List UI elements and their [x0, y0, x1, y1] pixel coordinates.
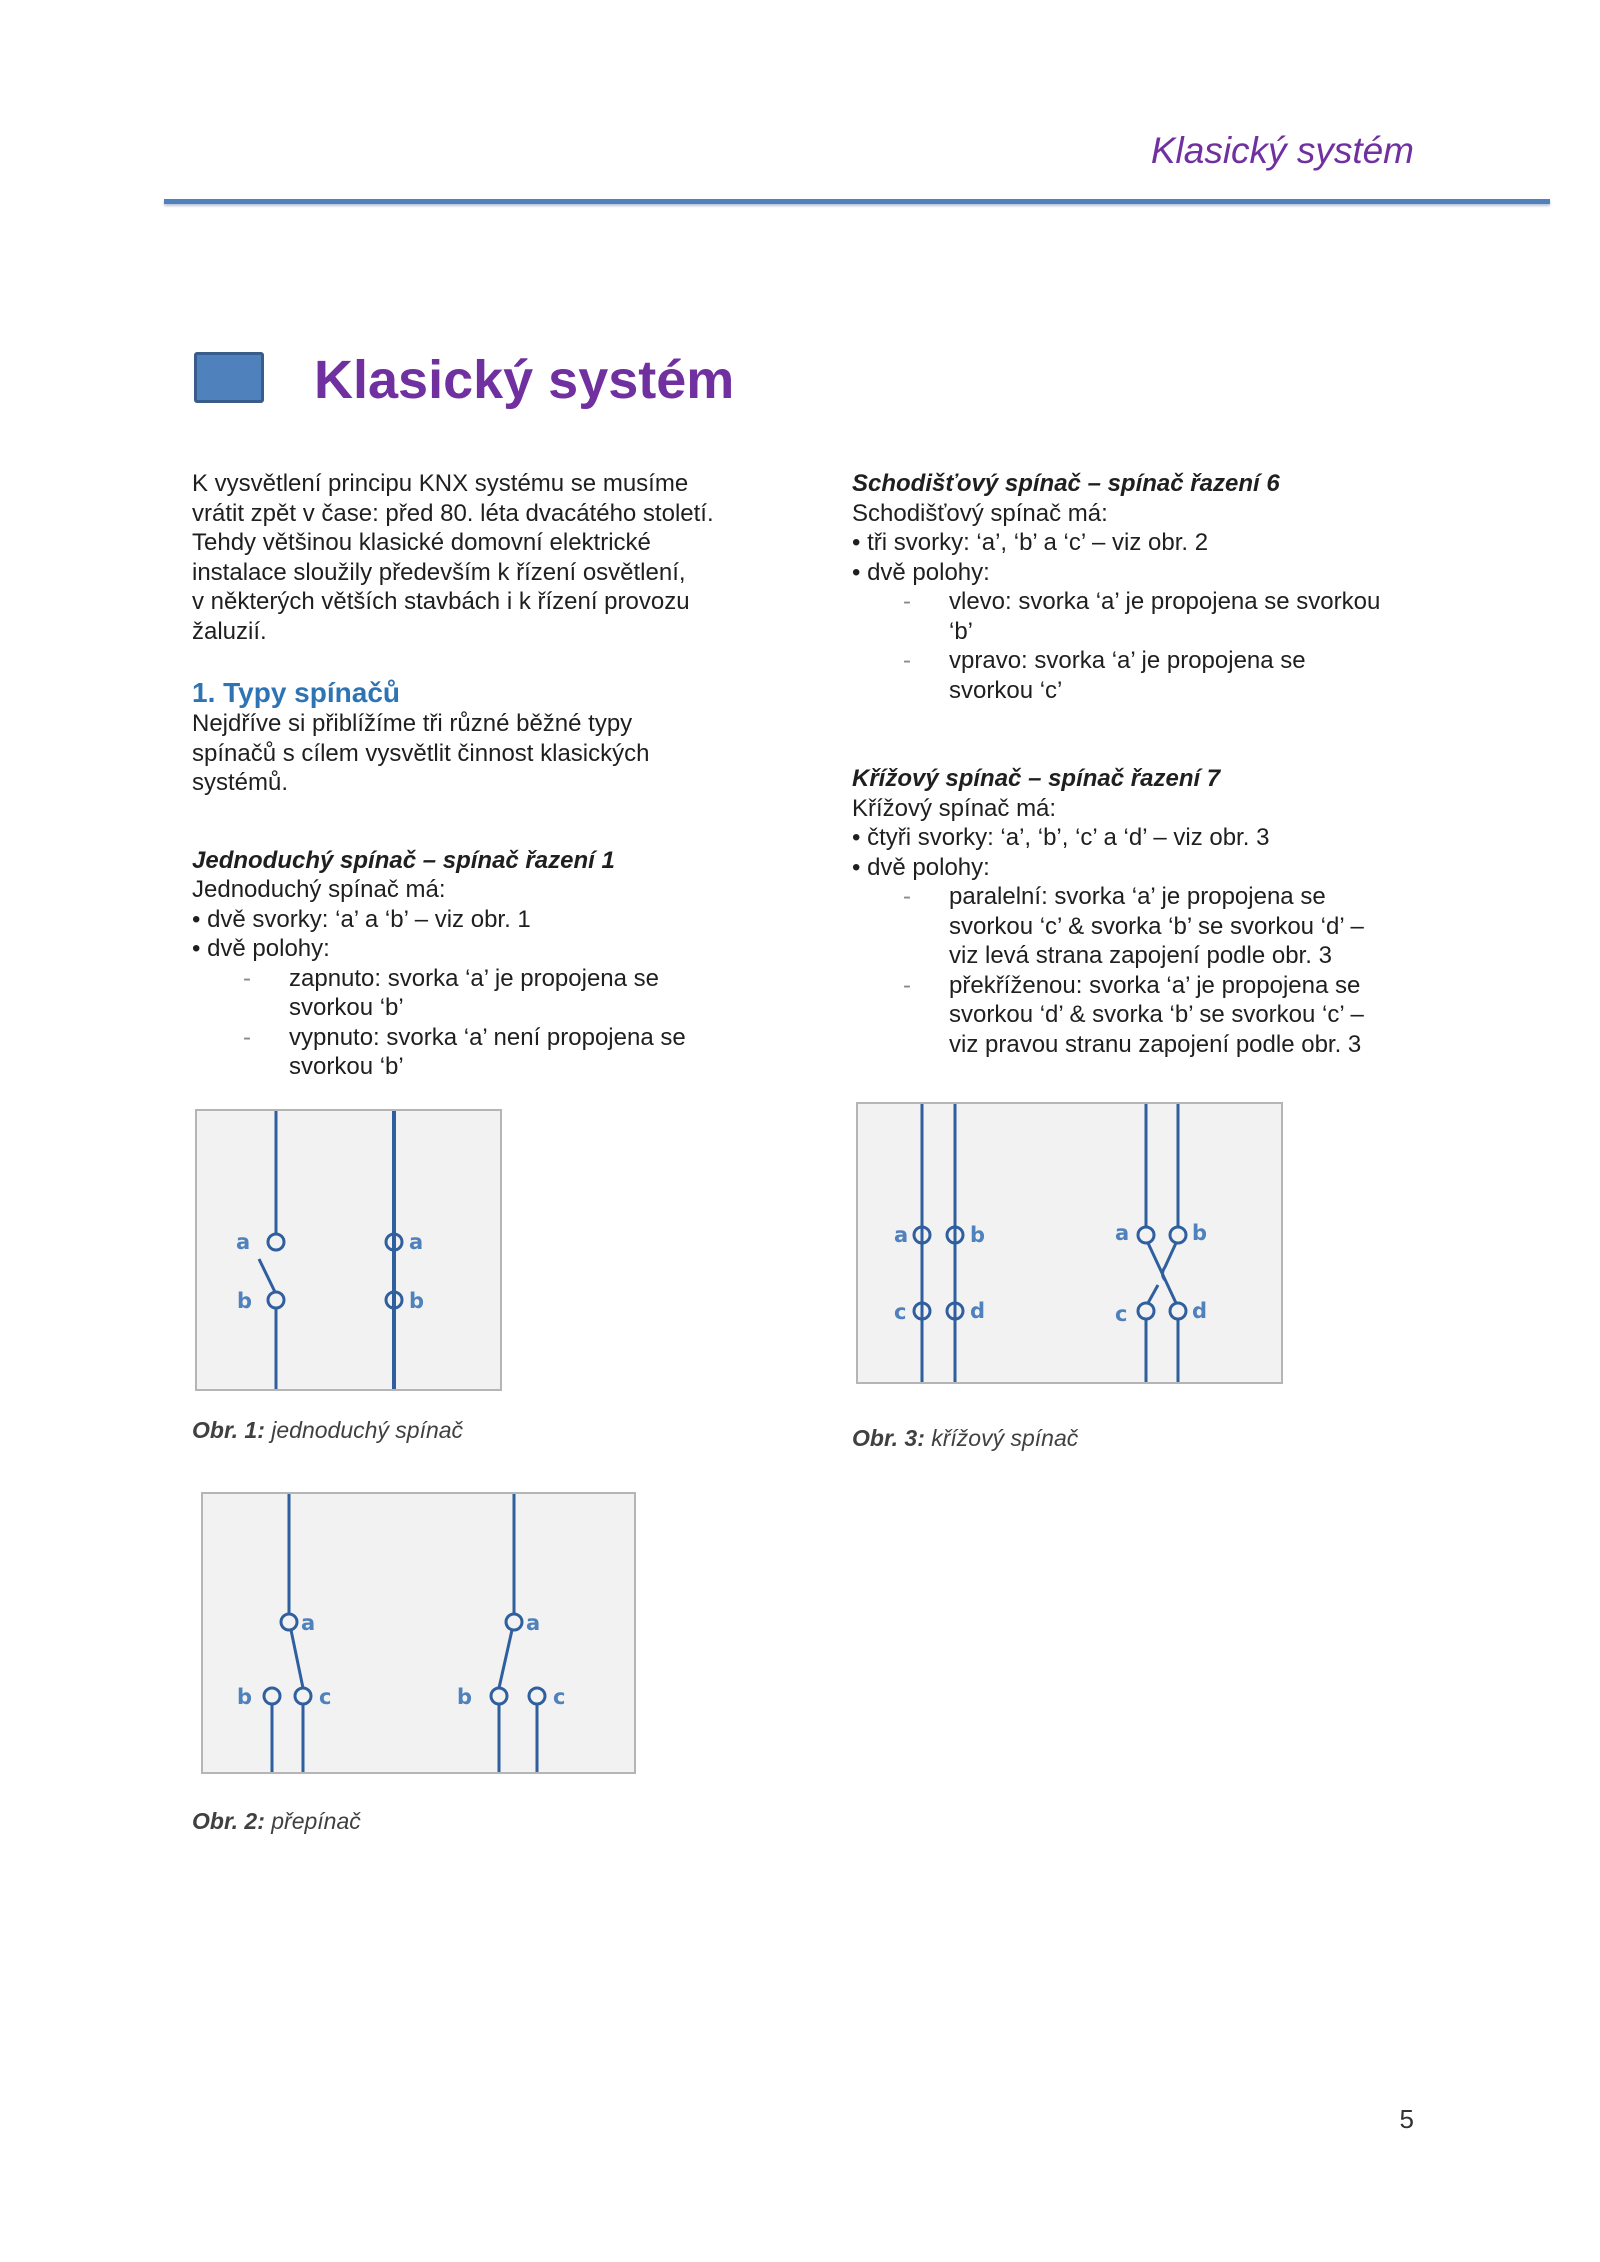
- text-line: v některých větších stavbách i k řízení provozu: [192, 588, 690, 615]
- terminal-label-a: a: [526, 1611, 541, 1635]
- text-line: vlevo: svorka ‘a’ je propojena se svorkou: [949, 588, 1381, 615]
- terminal-label-c: c: [894, 1300, 907, 1324]
- terminal-label-b: b: [237, 1685, 253, 1709]
- terminal-label-b: b: [457, 1685, 473, 1709]
- text-line: paralelní: svorka ‘a’ je propojena se: [949, 883, 1326, 910]
- text-line: Nejdříve si přiblížíme tři různé běžné typy: [192, 710, 633, 737]
- terminal-circle: [1170, 1227, 1186, 1243]
- dash-marker: -: [903, 588, 911, 615]
- text-line: vypnuto: svorka ‘a’ není propojena se: [289, 1023, 686, 1051]
- page-number: 5: [1399, 2104, 1414, 2134]
- text-line: instalace sloužily především k řízení osvětlení,: [192, 558, 686, 586]
- dash-item: [192, 1023, 792, 1082]
- terminal-label-b: b: [970, 1223, 986, 1247]
- text-line: vpravo: svorka ‘a’ je propojena se: [949, 647, 1306, 674]
- dash-marker: -: [903, 647, 911, 674]
- terminal-circle: [529, 1688, 545, 1704]
- caption-label: Obr. 1:: [192, 1417, 265, 1443]
- dash-item: [192, 964, 792, 1023]
- dash-marker: -: [903, 971, 911, 999]
- terminal-circle: [268, 1292, 284, 1308]
- cross-switch-diagram: [858, 1104, 1281, 1382]
- caption-label: Obr. 3:: [852, 1425, 925, 1451]
- terminal-label-d: d: [1192, 1299, 1208, 1323]
- text-line: svorkou ‘b’: [289, 994, 404, 1021]
- two-way-switch-diagram: [203, 1494, 634, 1772]
- figure-caption: [852, 1425, 1078, 1452]
- dash-marker: -: [903, 883, 911, 910]
- dash-list: [852, 587, 1432, 705]
- stair-switch-heading: Schodišťový spínač – spínač řazení 6: [852, 470, 1280, 497]
- dash-marker: -: [243, 964, 251, 992]
- text-line: viz pravou stranu zapojení podle obr. 3: [949, 1030, 1362, 1058]
- header-rule: [164, 199, 1550, 204]
- dash-list: [852, 882, 1432, 1059]
- terminal-label-b: b: [237, 1289, 253, 1313]
- figure-caption: [192, 1417, 463, 1444]
- cross-switch-lead: Křížový spínač má:: [852, 794, 1057, 822]
- text-line: svorkou ‘b’: [289, 1053, 404, 1080]
- terminal-circle: [1170, 1303, 1186, 1319]
- terminal-label-c: c: [319, 1685, 332, 1709]
- caption-label: Obr. 2:: [192, 1808, 265, 1834]
- dash-list: [192, 964, 792, 1082]
- bullet-item: • dvě polohy:: [192, 935, 330, 962]
- title-square-icon: [194, 352, 264, 403]
- text-line: systémů.: [192, 769, 289, 796]
- figure-simple-switch: [195, 1109, 502, 1391]
- switch-lever: [499, 1630, 512, 1688]
- terminal-label-b: b: [1192, 1221, 1208, 1245]
- terminal-label-a: a: [236, 1230, 251, 1254]
- terminal-label-a: a: [1115, 1221, 1130, 1245]
- cross-switch-heading: Křížový spínač – spínač řazení 7: [852, 765, 1221, 792]
- text-line: zapnuto: svorka ‘a’ je propojena se: [289, 964, 660, 992]
- left-column: [192, 469, 792, 1082]
- terminal-label-c: c: [1115, 1302, 1128, 1326]
- bullet-item: • tři svorky: ‘a’, ‘b’ a ‘c’ – viz obr. 2: [852, 529, 1209, 556]
- dash-item: [852, 882, 1432, 971]
- text-line: svorkou ‘c’: [949, 676, 1063, 704]
- terminal-circle: [268, 1234, 284, 1250]
- terminal-circle: [295, 1688, 311, 1704]
- section-heading: 1. Typy spínačů: [192, 677, 400, 708]
- text-line: viz levá strana zapojení podle obr. 3: [949, 942, 1332, 969]
- terminal-circle: [491, 1688, 507, 1704]
- text-line: ‘b’: [949, 617, 974, 645]
- caption-text: přepínač: [271, 1808, 361, 1834]
- terminal-label-a: a: [409, 1230, 424, 1254]
- section-paragraph: [192, 709, 792, 798]
- terminal-circle: [1138, 1227, 1154, 1243]
- figure-cross-switch: [856, 1102, 1283, 1384]
- bullet-item: • čtyři svorky: ‘a’, ‘b’, ‘c’ a ‘d’ – viz obr. 3: [852, 824, 1270, 851]
- running-header: Klasický systém: [1150, 130, 1414, 171]
- text-line: K vysvětlení principu KNX systému se musíme: [192, 470, 689, 497]
- terminal-label-a: a: [301, 1611, 316, 1635]
- simple-switch-lead: Jednoduchý spínač má:: [192, 876, 446, 903]
- text-line: žaluzií.: [192, 617, 267, 645]
- text-line: spínačů s cílem vysvětlit činnost klasických: [192, 739, 650, 767]
- bullet-item: • dvě polohy:: [852, 558, 990, 586]
- terminal-circle: [506, 1614, 522, 1630]
- terminal-circle: [264, 1688, 280, 1704]
- dash-item: [852, 646, 1432, 705]
- figure-caption: [192, 1808, 361, 1835]
- text-line: vrátit zpět v čase: před 80. léta dvacátého století.: [192, 499, 714, 527]
- switch-lever: [291, 1630, 303, 1688]
- terminal-label-d: d: [970, 1299, 986, 1323]
- switch-lever: [259, 1259, 275, 1292]
- stair-switch-lead: Schodišťový spínač má:: [852, 499, 1108, 527]
- bullet-item: • dvě polohy:: [852, 853, 990, 881]
- terminal-label-c: c: [553, 1685, 566, 1709]
- terminal-label-b: b: [409, 1289, 425, 1313]
- caption-text: křížový spínač: [931, 1425, 1079, 1451]
- dash-item: [852, 971, 1432, 1060]
- text-line: překříženou: svorka ‘a’ je propojena se: [949, 971, 1361, 999]
- figure-two-way-switch: [201, 1492, 636, 1774]
- terminal-label-a: a: [894, 1223, 909, 1247]
- simple-switch-diagram: [197, 1111, 500, 1389]
- page-title: Klasický systém: [314, 350, 735, 410]
- text-line: svorkou ‘d’ & svorka ‘b’ se svorkou ‘c’ –: [949, 1001, 1364, 1028]
- terminal-circle: [1138, 1303, 1154, 1319]
- text-line: svorkou ‘c’ & svorka ‘b’ se svorkou ‘d’ –: [949, 912, 1364, 940]
- dash-marker: -: [243, 1023, 251, 1051]
- bullet-item: • dvě svorky: ‘a’ a ‘b’ – viz obr. 1: [192, 905, 531, 933]
- right-column: [852, 469, 1432, 1059]
- text-line: Tehdy většinou klasické domovní elektrické: [192, 529, 651, 556]
- caption-text: jednoduchý spínač: [271, 1417, 464, 1443]
- terminal-circle: [281, 1614, 297, 1630]
- dash-item: [852, 587, 1432, 646]
- intro-paragraph: [192, 469, 792, 646]
- simple-switch-heading: Jednoduchý spínač – spínač řazení 1: [192, 846, 615, 874]
